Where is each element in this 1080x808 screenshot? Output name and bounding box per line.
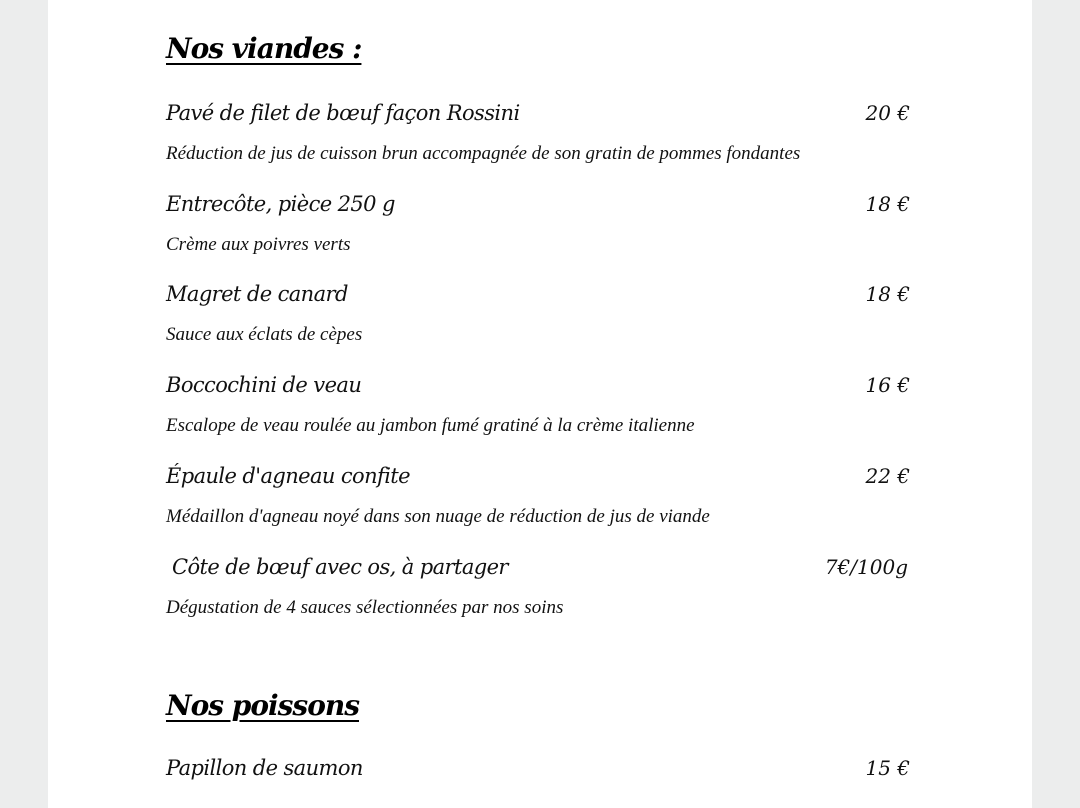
dish-name: Magret de canard: [166, 282, 348, 306]
dish-price: 16 €: [865, 373, 910, 397]
dish-name: Côte de bœuf avec os, à partager: [172, 555, 508, 579]
dish-price: 18 €: [865, 282, 910, 306]
dish-name: Entrecôte, pièce 250 g: [166, 192, 395, 216]
dish-name: Épaule d'agneau confite: [166, 464, 410, 488]
section-title-meats: Nos viandes :: [166, 32, 362, 65]
dish-price: 7€/100g: [824, 555, 908, 579]
dish-price: 20 €: [865, 101, 910, 125]
dish-description: Escalope de veau roulée au jambon fumé gratiné à la crème italienne: [166, 415, 695, 436]
dish-description: Médaillon d'agneau noyé dans son nuage de réduction de jus de viande: [166, 506, 710, 527]
section-title-fish: Nos poissons: [166, 689, 359, 722]
dish-description: Sauce aux éclats de cèpes: [166, 324, 363, 345]
dish-name: Boccochini de veau: [166, 373, 362, 397]
dish-description: Crème aux poivres verts: [166, 234, 351, 255]
dish-description: Réduction de jus de cuisson brun accompagnée de son gratin de pommes fondantes: [166, 143, 801, 164]
menu-page: [48, 0, 1032, 808]
dish-price: 22 €: [865, 464, 910, 488]
dish-price: 15 €: [865, 756, 910, 780]
dish-name: Pavé de filet de bœuf façon Rossini: [166, 101, 520, 125]
dish-description: Dégustation de 4 sauces sélectionnées par nos soins: [166, 597, 564, 618]
dish-price: 18 €: [865, 192, 910, 216]
dish-name: Papillon de saumon: [166, 756, 363, 780]
